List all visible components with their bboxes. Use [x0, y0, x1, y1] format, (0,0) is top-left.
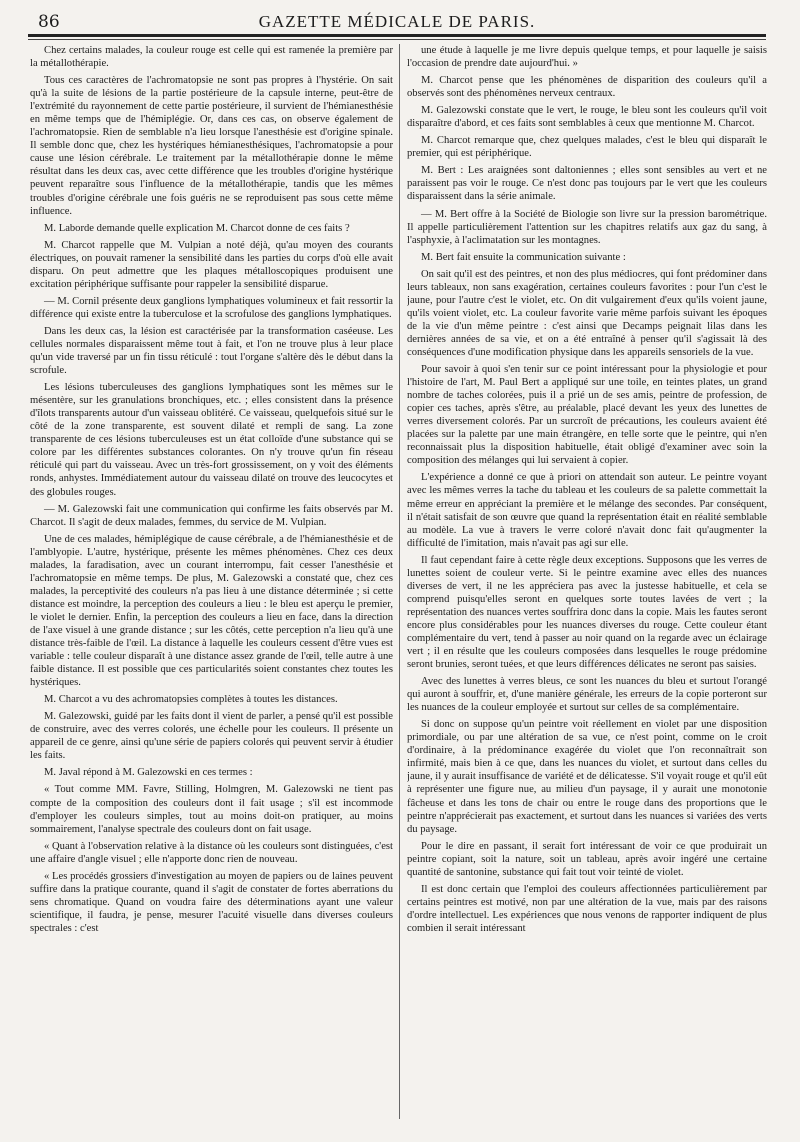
- paragraph: Il faut cependant faire à cette règle deux exceptions. Supposons que les verres de lunettes soient de couleur verte. Si le peintre examine avec elles des nuances diverses de vert, il ne les appréciera pas avec la justesse habituelle, et cela se comprend puisqu'elles seront en quelques sorte toutes lavées de vert ; la représentation des nuances vertes souffrira donc dans la copie. Mais les fautes seront encore plus considérables pour les nuances diverses du rouge. Cette couleur étant complémentaire du vert, tend à passer au noir quand on la regarde avec un éclairage vert ; il en résulte que les couleurs composées dans lesquelles le rouge prédomine seront brunies, seront tuées, et que leurs différences délicates ne seront pas saisies.: [407, 554, 767, 671]
- paragraph: M. Charcot rappelle que M. Vulpian a noté déjà, qu'au moyen des courants électriques, on pouvait ramener la sensibilité dans les parties du corps d'où elle avait disparu. On peut admettre que les plaques métalloscopiques produisent une excitation périphérique suffisante pour rappeler la sensibilité disparue.: [30, 239, 393, 290]
- paragraph: M. Charcot remarque que, chez quelques malades, c'est le bleu qui disparaît le premier, qui est périphérique.: [407, 135, 767, 160]
- page-number: 86: [38, 12, 60, 32]
- paragraph: M. Laborde demande quelle explication M. Charcot donne de ces faits ?: [44, 222, 350, 234]
- paragraph: M. Javal répond à M. Galezowski en ces termes :: [44, 767, 253, 779]
- paragraph: Les lésions tuberculeuses des ganglions lymphatiques sont les mêmes sur le mésentère, sur les granulations bronchiques, etc. ; elles consistent dans la présence d'îlots transparents autour d'un vaisseau oblitéré. Ce vaisseau, quelquefois situé sur le côté de la zone transparente, est souvent dilaté et rempli de sang. La zone transparente de ces lésions tuberculeuses est un état colloïde d'une substance qui se colore par les différentes substances colorantes. On n'y trouve qu'un fin réseau réticulé qui part du vaisseau. Avec un très-fort grossissement, on y voit des éléments ronds, anhystes. Immédiatement autour du vaisseau dilaté on trouve des leucocytes et des globules rouges.: [30, 382, 393, 498]
- paragraph: Pour savoir à quoi s'en tenir sur ce point intéressant pour la physiologie et pour l'histoire de l'art, M. Paul Bert a appliqué sur une toile, en teintes plates, un grand nombre de taches colorées, puis il a prié un de ses amis, peintre de profession, de copier ces taches, après s'être, au préalable, placé devant les yeux des lunettes de verres diversement colorés. Par un surcroît de précautions, les couleurs avaient été placées sur la palette par une main étrangère, en telle sorte que le peintre, qui n'en reconnaissait plus la disposition habituelle, était obligé d'examiner avec soin la composition des mélanges qui lui servaient à copier.: [407, 364, 767, 467]
- paragraph: Pour le dire en passant, il serait fort intéressant de voir ce que produirait un peintre copiant, soit la nature, soit un tableau, après avoir ingéré une certaine quantité de santonine, substance qui fait tout voir teinté de violet.: [407, 840, 767, 878]
- paragraph: Si donc on suppose qu'un peintre voit réellement en violet par une disposition primordiale, ou par une altération de sa vue, ce n'est point, comme on le croit d'ordinaire, à la prédominance exagérée du violet que l'on reconnaîtrait son infirmité, mais bien à ce que, dans les nuances du violet, et surtout dans celles du jaune, il y aurait insuffisance de variété et de délicatesse. S'il voyait rouge et qu'il eût à représenter une figure nue, au milieu d'un paysage, il y aurait une monotonie fâcheuse et dans les tons de chair ou entre le rouge dans des proportions que le peintre n'apprécierait pas exactement, et surtout dans les nuances si variées des verts du paysage.: [407, 719, 767, 835]
- column-divider: [399, 44, 400, 1119]
- paragraph: Il est donc certain que l'emploi des couleurs affectionnées particulièrement par certains peintres est motivé, non par une altération de la vue, mais par des raisons d'ordre intellectuel. Les expériences que nous venons de rapporter indiquent de plus combien il serait intéressant: [407, 883, 767, 934]
- paragraph: « Les procédés grossiers d'investigation au moyen de papiers ou de laines peuvent suffire dans la pratique courante, quand il s'agit de constater de fortes aberrations du sens chromatique. Quand on voudra faire des déterminations ayant une valeur scientifique, il faudra, je pense, mesurer l'acuité visuelle dans diverses couleurs spectrales : c'est: [30, 870, 393, 934]
- paragraph: — M. Bert offre à la Société de Biologie son livre sur la pression barométrique. Il appelle particulièrement l'attention sur les chapitres relatifs aux gaz du sang, à l'asphyxie, à l'aclimatation sur les montagnes.: [407, 208, 767, 246]
- journal-title: GAZETTE MÉDICALE DE PARIS.: [258, 12, 536, 31]
- paragraph: « Tout comme MM. Favre, Stilling, Holmgren, M. Galezowski ne tient pas compte de la composition des couleurs dont il fait usage ; s'il est incommode d'employer les couleurs simples, tout au moins doit-on pratiquer, au moins sommairement, l'analyse spectrale des couleurs dont on fait usage.: [30, 784, 393, 835]
- left-column: [30, 44, 393, 1122]
- paragraph: M. Bert fait ensuite la communication suivante :: [421, 251, 626, 263]
- paragraph: Dans les deux cas, la lésion est caractérisée par la transformation caséeuse. Les cellules normales disparaissent même tout à fait, et l'on ne trouve plus à leur place qu'un vide traversé par un fin tissu réticulé : tout l'organe s'altère dès le début dans la scrofule.: [30, 325, 393, 377]
- paragraph: Une de ces malades, hémiplégique de cause cérébrale, a de l'hémianesthésie et de l'amblyopie. L'autre, hystérique, présente les mêmes phénomènes. Chez ces deux malades, la faradisation, avec un courant interrompu, fait cesser l'anesthésie et l'achromatopsie en même temps. De plus, M. Galezowski a constaté que, chez ces malades, la perceptivité des couleurs n'a pas lieu à une distance déterminée ; si cette distance est moindre, la perception des couleurs a lieu : le bleu est aperçu le premier, le violet le dernier. Enfin, la perception des couleurs a lieu en face, dans la direction de l'axe visuel à une grande distance ; sur les côtés, cette perception n'a lieu qu'à une distance très-faible de l'œil. La distance à laquelle les couleurs cessent d'être vues est variable : telle couleur disparaît à une distance assez grande de l'œil, telle autre à une faible distance. Il est possible que ces particularités soient constantes chez toutes les hystériques.: [30, 533, 393, 689]
- header-rule-thick: [28, 34, 766, 37]
- paragraph: L'expérience a donné ce que à priori on attendait son auteur. Le peintre voyant avec les mêmes verres la tache du tableau et les couleurs de sa palette commettait la même erreur en appréciant la première et le mélange des secondes. Par conséquent, il n'était satisfait de son œuvre que quand la représentation était en réalité semblable au modèle. La vue à travers le verre coloré n'avait donc fait qu'augmenter la difficulté de l'imitation, mais n'avait pas agi sur elle.: [407, 472, 767, 549]
- paragraph: une étude à laquelle je me livre depuis quelque temps, et pour laquelle je saisis l'occasion de prendre date aujourd'hui. »: [407, 45, 767, 70]
- paragraph: Tous ces caractères de l'achromatopsie ne sont pas propres à l'hystérie. On sait qu'à la suite de lésions de la partie postérieure de la capsule interne, peut-être de l'extrémité du rayonnement de cette partie postérieure, il survient de l'hémianesthésie en même temps que de l'hémiplégie. Or, dans ces cas, on observe également de l'achromatopsie. Rien de semblable n'a lieu lorsque l'anesthésie est d'origine spinale. Il semble donc que, chez les hystériques hémianesthésiques, l'achromatopsie a pour cause une lésion cérébrale. Le traitement par la métallothérapie donne le même résultat dans les deux cas, avec cette différence que les troubles d'origine hystérique peuvent reparaître sous l'influence de la métallothérapie, tandis que les mêmes troubles d'origine cérébrale une fois guéris ne se reproduisent pas sous cette même influence.: [30, 75, 393, 217]
- paragraph: — M. Galezowski fait une communication qui confirme les faits observés par M. Charcot. Il s'agit de deux malades, femmes, du service de M. Vulpian.: [30, 503, 393, 528]
- paragraph: « Quant à l'observation relative à la distance où les couleurs sont distinguées, c'est une affaire d'angle visuel ; elle n'apporte donc rien de nouveau.: [30, 840, 393, 865]
- paragraph: On sait qu'il est des peintres, et non des plus médiocres, qui font prédominer dans leurs tableaux, non sans exagération, certaines couleurs favorites : pour l'un c'est le jaune, pour l'autre c'est le violet, etc. On dit vulgairement d'eux qu'ils voient jaune, qu'ils voient violet, etc. La couleur favorite varie même parfois suivant les époques de la vie d'un même peintre : c'est ainsi que Decamps peignait lilas dans les dernières années de sa vie, et on a été entraîné à penser qu'il s'agissait là des conséquences d'une modification physique dans les appareils sensoriels de la vue.: [407, 268, 767, 358]
- paragraph: M. Charcot pense que les phénomènes de disparition des couleurs qu'il a observés sont des phénomènes nerveux centraux.: [407, 75, 767, 100]
- paragraph: M. Galezowski, guidé par les faits dont il vient de parler, a pensé qu'il est possible de construire, avec des verres colorés, une échelle pour les couleurs. Il présente un appareil de ce genre, ainsi qu'une série de papiers colorés qui peuvent servir à étudier les faits.: [30, 711, 393, 762]
- paragraph: Chez certains malades, la couleur rouge est celle qui est ramenée la première par la métallothérapie.: [30, 45, 393, 70]
- header-rule-thin: [28, 39, 766, 40]
- paragraph: — M. Cornil présente deux ganglions lymphatiques volumineux et fait ressortir la différence qui existe entre la tuberculose et la scrofulose des ganglions lymphatiques.: [30, 295, 393, 320]
- paragraph: M. Galezowski constate que le vert, le rouge, le bleu sont les couleurs qu'il voit disparaître d'abord, et ces faits sont semblables à ceux que mentionne M. Charcot.: [407, 105, 767, 130]
- page-header: [28, 8, 766, 36]
- paragraph: M. Bert : Les araignées sont daltoniennes ; elles sont sensibles au vert et ne paraissent pas voir le rouge. Ce n'est donc pas toujours par le vert que les couleurs disparaissent dans la série animale.: [407, 165, 767, 203]
- paragraph: M. Charcot a vu des achromatopsies complètes à toutes les distances.: [44, 694, 338, 706]
- right-column: [407, 44, 767, 1122]
- paragraph: Avec des lunettes à verres bleus, ce sont les nuances du bleu et surtout l'orangé qui auront à souffrir, et, d'une manière générale, les erreurs de la copie porteront sur les nuances de la couleur employée et surtout sur celles de sa complémentaire.: [407, 676, 767, 714]
